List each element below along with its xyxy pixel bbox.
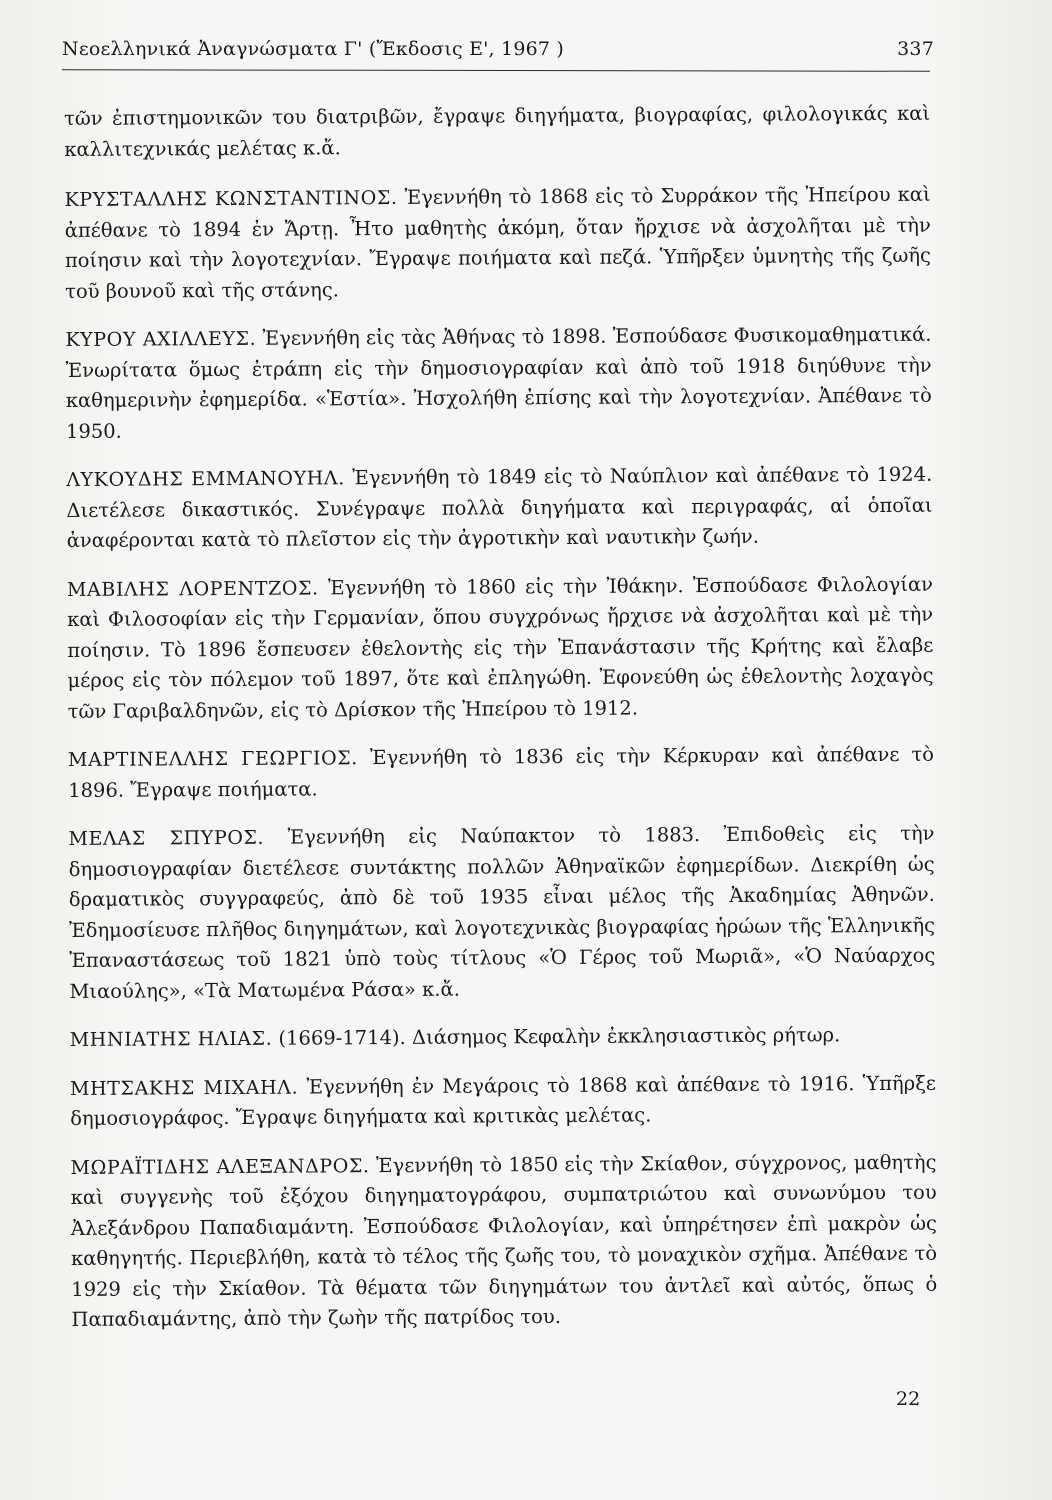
entry-krystallis — [64, 180, 931, 307]
entry-name: ΜΗΤΣΑΚΗΣ ΜΙΧΑΗΛ. — [69, 1076, 299, 1100]
entry-name: ΜΕΛΑΣ ΣΠΥΡΟΣ. — [68, 826, 265, 850]
entry-mavilis — [67, 569, 934, 727]
entry-melas — [68, 819, 935, 1007]
entry-text: Ἐγεννήθη εἰς Ναύπακτον τὸ 1883. Ἐπιδοθεὶς εἰς τὴν δημοσιογραφίαν διετέλεσε συντάκτης πολλῶν Ἀθηναϊκῶν ἐφημερίδων. Διεκρίθη ὡς δραματικὸς συγγραφεύς, ἀπὸ δὲ τοῦ 1935 εἶναι μέλος τῆς Ἀκαδημίας Ἀθηνῶν. Ἐδημοσίευσε πλῆθος διηγημάτων, καὶ λογοτεχνικὰς βιογραφίας ἡρώων τῆς Ἑλληνικῆς Ἐπαναστάσεως τοῦ 1821 ὑπὸ τοὺς τίτλους «Ὁ Γέρος τοῦ Μωριᾶ», «Ὁ Ναύαρχος Μιαούλης», «Τὰ Ματωμένα Ράσα» κ.ἄ. — [68, 821, 936, 1003]
header-rule — [62, 69, 930, 72]
entry-name: ΚΡΥΣΤΑΛΛΗΣ ΚΩΝΣΤΑΝΤΙΝΟΣ. — [64, 186, 398, 211]
entry-text: Ἐγεννήθη ἐν Μεγάροις τὸ 1868 καὶ ἀπέθανε τὸ 1916. Ὑπῆρξε δημοσιογράφος. Ἔγραψε διηγήματα καὶ κριτικὰς μελέτας. — [70, 1071, 937, 1130]
intro-paragraph: τῶν ἐπιστημονικῶν του διατριβῶν, ἔγραψε διηγήματα, βιογραφίας, φιλολογικάς καὶ καλλιτεχνικάς μελέτας κ.ἄ. — [64, 101, 931, 161]
entry-text: Ἐγεννήθη τὸ 1850 εἰς τὴν Σκίαθον, σύγχρονος, μαθητὴς καὶ συγγενὴς τοῦ ἐξόχου διηγηματογράφου, συμπατριώτου καὶ συνωνύμου του Ἀλεξάνδρου Παπαδιαμάντη. Ἐσπούδασε Φιλολογίαν, καὶ ὑπηρέτησεν ἐπὶ μακρὸν ὡς καθηγητής. Περιεβλήθη, κατὰ τὸ τέλος τῆς ζωῆς του, τὸ μοναχικὸν σχῆμα. Ἀπέθανε τὸ 1929 εἰς τὴν Σκίαθον. Τὰ θέματα τῶν διηγημάτων του ἀντλεῖ καὶ αὐτός, ὅπως ὁ Παπαδιαμάντης, ἀπὸ τὴν ζωὴν τῆς πατρίδος του. — [70, 1150, 938, 1331]
entry-name: ΛΥΚΟΥΔΗΣ ΕΜΜΑΝΟΥΗΛ. — [66, 467, 345, 491]
entry-name: ΚΥΡΟΥ ΑΧΙΛΛΕΥΣ. — [65, 327, 257, 351]
running-title: Νεοελληνικά Ἀναγνώσματα Γ' (Ἔκδοσις Ε', 1967 ) — [62, 38, 565, 60]
entry-name: ΜΑΒΙΛΗΣ ΛΟΡΕΝΤΖΟΣ. — [66, 576, 319, 601]
entry-text: Ἐγεννήθη τὸ 1849 εἰς τὸ Ναύπλιον καὶ ἀπέθανε τὸ 1924. Διετέλεσε δικαστικός. Συνέγραψε πολλὰ διηγήματα καὶ περιγραφάς, αἱ ὁποῖαι ἀναφέρονται κατὰ τὸ πλεῖστον εἰς τὴν ἀγροτικὴν καὶ ναυτικὴν ζωήν. — [66, 462, 933, 552]
entry-miniatis — [70, 1020, 936, 1056]
entry-mitsakis — [70, 1068, 936, 1134]
signature-mark: 22 — [896, 1388, 921, 1410]
entry-name: ΜΑΡΤΙΝΕΛΛΗΣ ΓΕΩΡΓΙΟΣ. — [67, 747, 358, 771]
entry-text: Ἐγεννήθη τὸ 1836 εἰς τὴν Κέρκυραν καὶ ἀπέθανε τὸ 1896. Ἔγραψε ποιήματα. — [68, 742, 935, 802]
page-body — [64, 99, 938, 1354]
entry-moraitidis — [70, 1147, 937, 1335]
entry-text: (1669-1714). Διάσημος Κεφαλὴν ἐκκλησιαστικὸς ρήτωρ. — [278, 1023, 841, 1050]
entry-text: Ἐγεννήθη εἰς τὰς Ἀθήνας τὸ 1898. Ἐσπούδασε Φυσικομαθηματικά. Ἐνωρίτατα ὅμως ἐτράπη εἰς τὴν δημοσιογραφίαν καὶ ἀπὸ τοῦ 1918 διηύθυνε τὴν καθημερινὴν ἐφημερίδα. «Ἑστία». Ἠσχολήθη ἐπίσης καὶ τὴν λογοτεχνίαν. Ἀπέθανε τὸ 1950. — [65, 322, 932, 443]
entry-name: ΜΩΡΑΪΤΙΔΗΣ ΑΛΕΞΑΝΔΡΟΣ. — [70, 1154, 370, 1179]
running-header — [62, 38, 934, 60]
entry-text: Ἐγεννήθη τὸ 1860 εἰς τὴν Ἰθάκην. Ἐσπούδασε Φιλολογίαν καὶ Φιλοσοφίαν εἰς τὴν Γερμανίαν, ὅπου συγχρόνως ἤρχισε νὰ ἀσχολῆται καὶ μὲ τὴν ποίησιν. Τὸ 1896 ἔσπευσεν ἐθελοντὴς εἰς τὴν Ἐπανάστασιν τῆς Κρήτης καὶ ἔλαβε μέρος εἰς τὸν πόλεμον τοῦ 1897, ὅτε καὶ ἐπληγώθη. Ἐφονεύθη ὡς ἐθελοντὴς λοχαγὸς τῶν Γαριβαλδηνῶν, εἰς τὸ Δρίσκον τῆς Ἠπείρου τὸ 1912. — [67, 572, 934, 723]
entry-text: Ἐγεννήθη τὸ 1868 εἰς τὸ Συρράκον τῆς Ἠπείρου καὶ ἀπέθανε τὸ 1894 ἐν Ἄρτῃ. Ἦτο μαθητὴς ἀκόμη, ὅταν ἤρχισε νὰ ἀσχολῆται μὲ τὴν ποίησιν καὶ τὴν λογοτεχνίαν. Ἔγραψε ποιήματα καὶ πεζά. Ὑπῆρξεν ὑμνητὴς τῆς ζωῆς τοῦ βουνοῦ καὶ τῆς στάνης. — [64, 182, 932, 303]
entry-name: ΜΗΝΙΑΤΗΣ ΗΛΙΑΣ. — [69, 1027, 273, 1051]
entry-lykoudis — [66, 460, 933, 557]
entry-kyrou — [65, 320, 932, 447]
page-number: 337 — [897, 38, 934, 60]
entry-martinellis — [68, 740, 934, 806]
